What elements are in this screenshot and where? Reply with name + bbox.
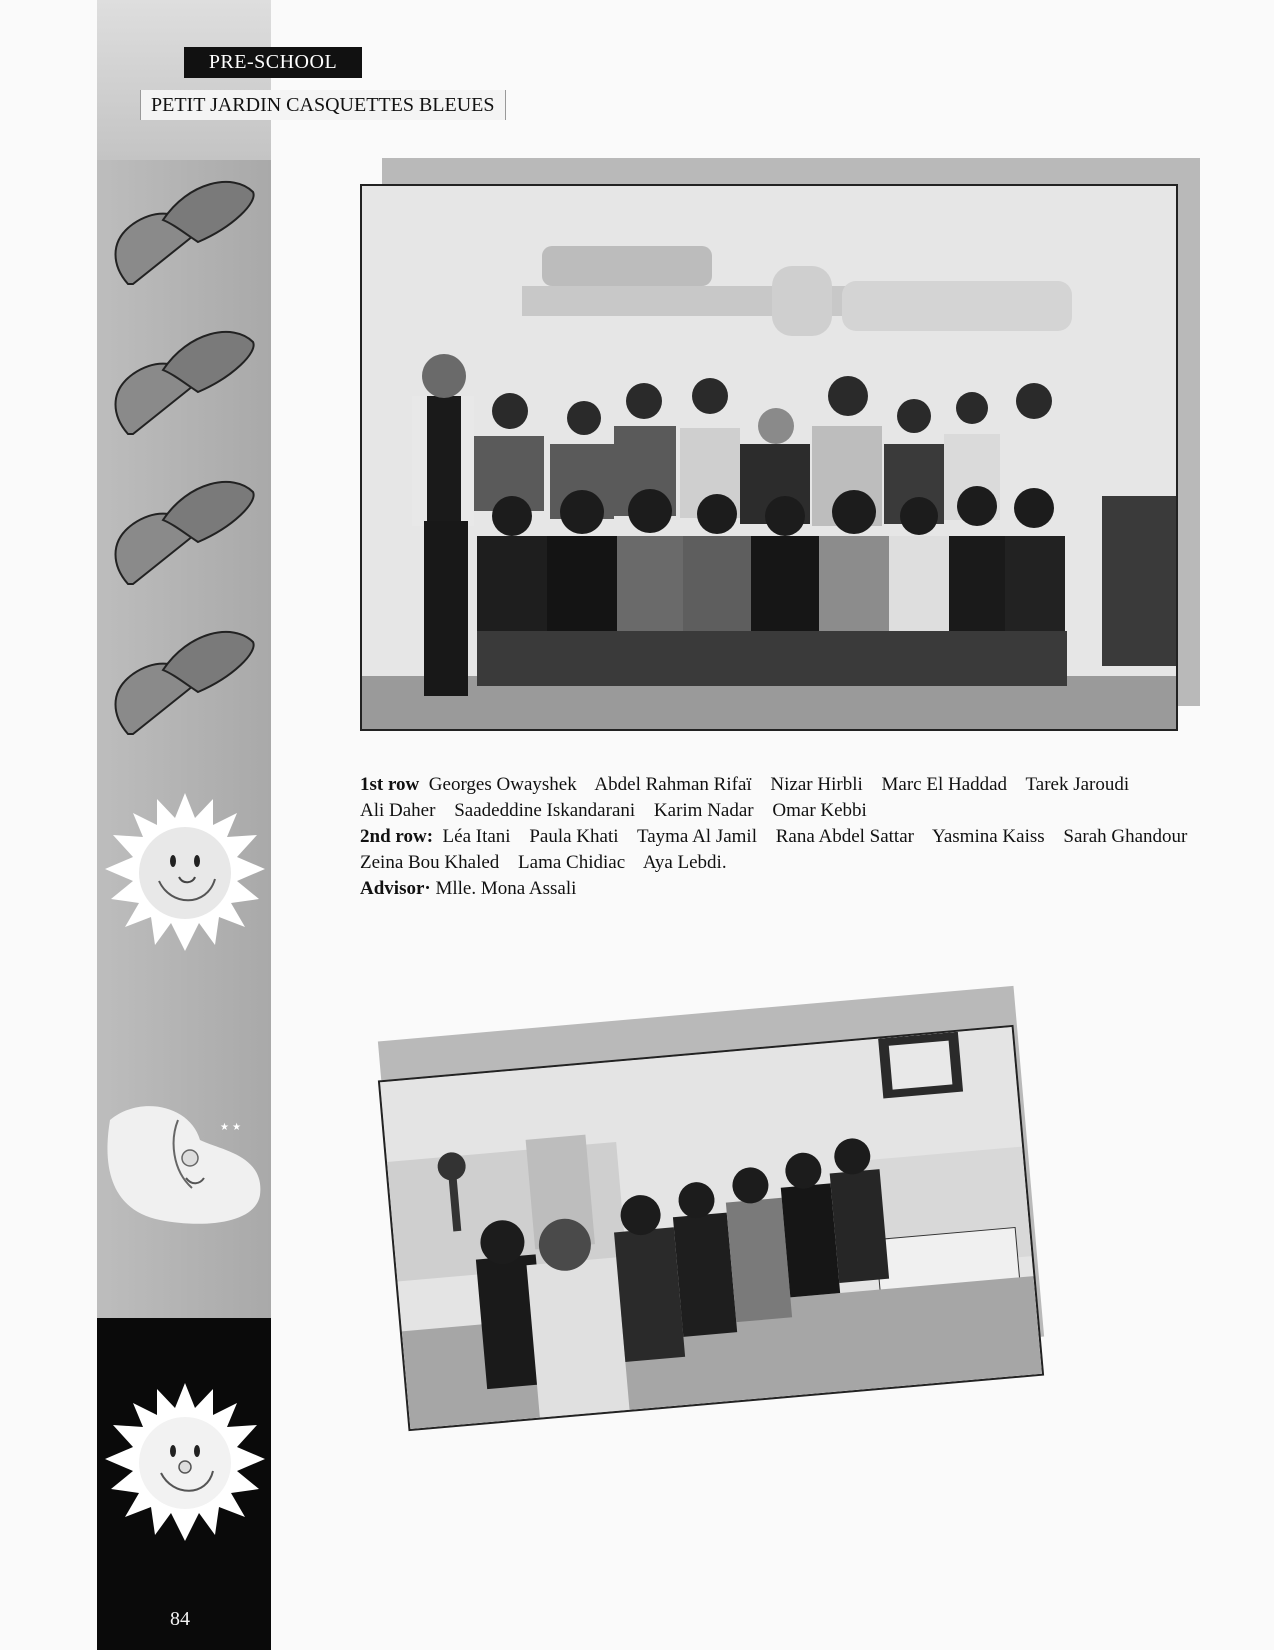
smiling-sun-icon — [102, 1380, 268, 1546]
student-name: Sarah Ghandour — [1063, 826, 1188, 847]
student-name: Marc El Haddad — [881, 774, 1008, 795]
page-number: 84 — [170, 1608, 190, 1630]
section-label: PRE-SCHOOL — [184, 47, 362, 78]
smiling-sun-icon — [102, 790, 268, 956]
student-name: Léa Itani — [442, 826, 511, 847]
svg-text:★ ★: ★ ★ — [220, 1122, 242, 1133]
student-name: Rana Abdel Sattar — [775, 826, 914, 847]
student-name: Ali Daher — [360, 800, 436, 821]
strip-top-band — [97, 0, 271, 160]
advisor-name: Mlle. Mona Assali — [435, 878, 577, 899]
student-name: Paula Khati — [529, 826, 619, 847]
photo-caption — [360, 772, 1190, 902]
student-name: Lama Chidiac — [518, 852, 626, 873]
student-name: Aya Lebdi. — [642, 852, 727, 873]
caption-line-1 — [360, 772, 1190, 798]
cap-icon — [103, 322, 263, 442]
advisor-label: Advisor· — [360, 878, 431, 899]
student-name: Zeina Bou Khaled — [360, 852, 500, 873]
classroom-activity-photo — [378, 1025, 1044, 1431]
student-name: Nizar Hirbli — [770, 774, 863, 795]
caption-line-5 — [360, 876, 1190, 902]
caption-line-2 — [360, 798, 1190, 824]
student-name: Georges Owayshek — [428, 774, 577, 795]
student-name: Omar Kebbi — [772, 800, 867, 821]
student-name: Saadeddine Iskandarani — [454, 800, 636, 821]
cap-icon — [103, 622, 263, 742]
student-name: Tarek Jaroudi — [1025, 774, 1130, 795]
caption-line-4 — [360, 850, 1190, 876]
first-row-label: 1st row — [360, 774, 420, 795]
class-group-photo-image — [362, 186, 1176, 729]
classroom-activity-photo-image — [380, 1027, 1042, 1429]
student-name: Karim Nadar — [653, 800, 754, 821]
caption-line-3 — [360, 824, 1190, 850]
sleeping-moon-icon — [100, 1100, 270, 1230]
second-row-label: 2nd row: — [360, 826, 434, 847]
cap-icon — [103, 172, 263, 292]
class-title: PETIT JARDIN CASQUETTES BLEUES — [140, 90, 506, 120]
student-name: Yasmina Kaiss — [932, 826, 1045, 847]
class-group-photo — [360, 184, 1178, 731]
student-name: Tayma Al Jamil — [636, 826, 757, 847]
student-name: Abdel Rahman Rifaï — [594, 774, 752, 795]
cap-icon — [103, 472, 263, 592]
